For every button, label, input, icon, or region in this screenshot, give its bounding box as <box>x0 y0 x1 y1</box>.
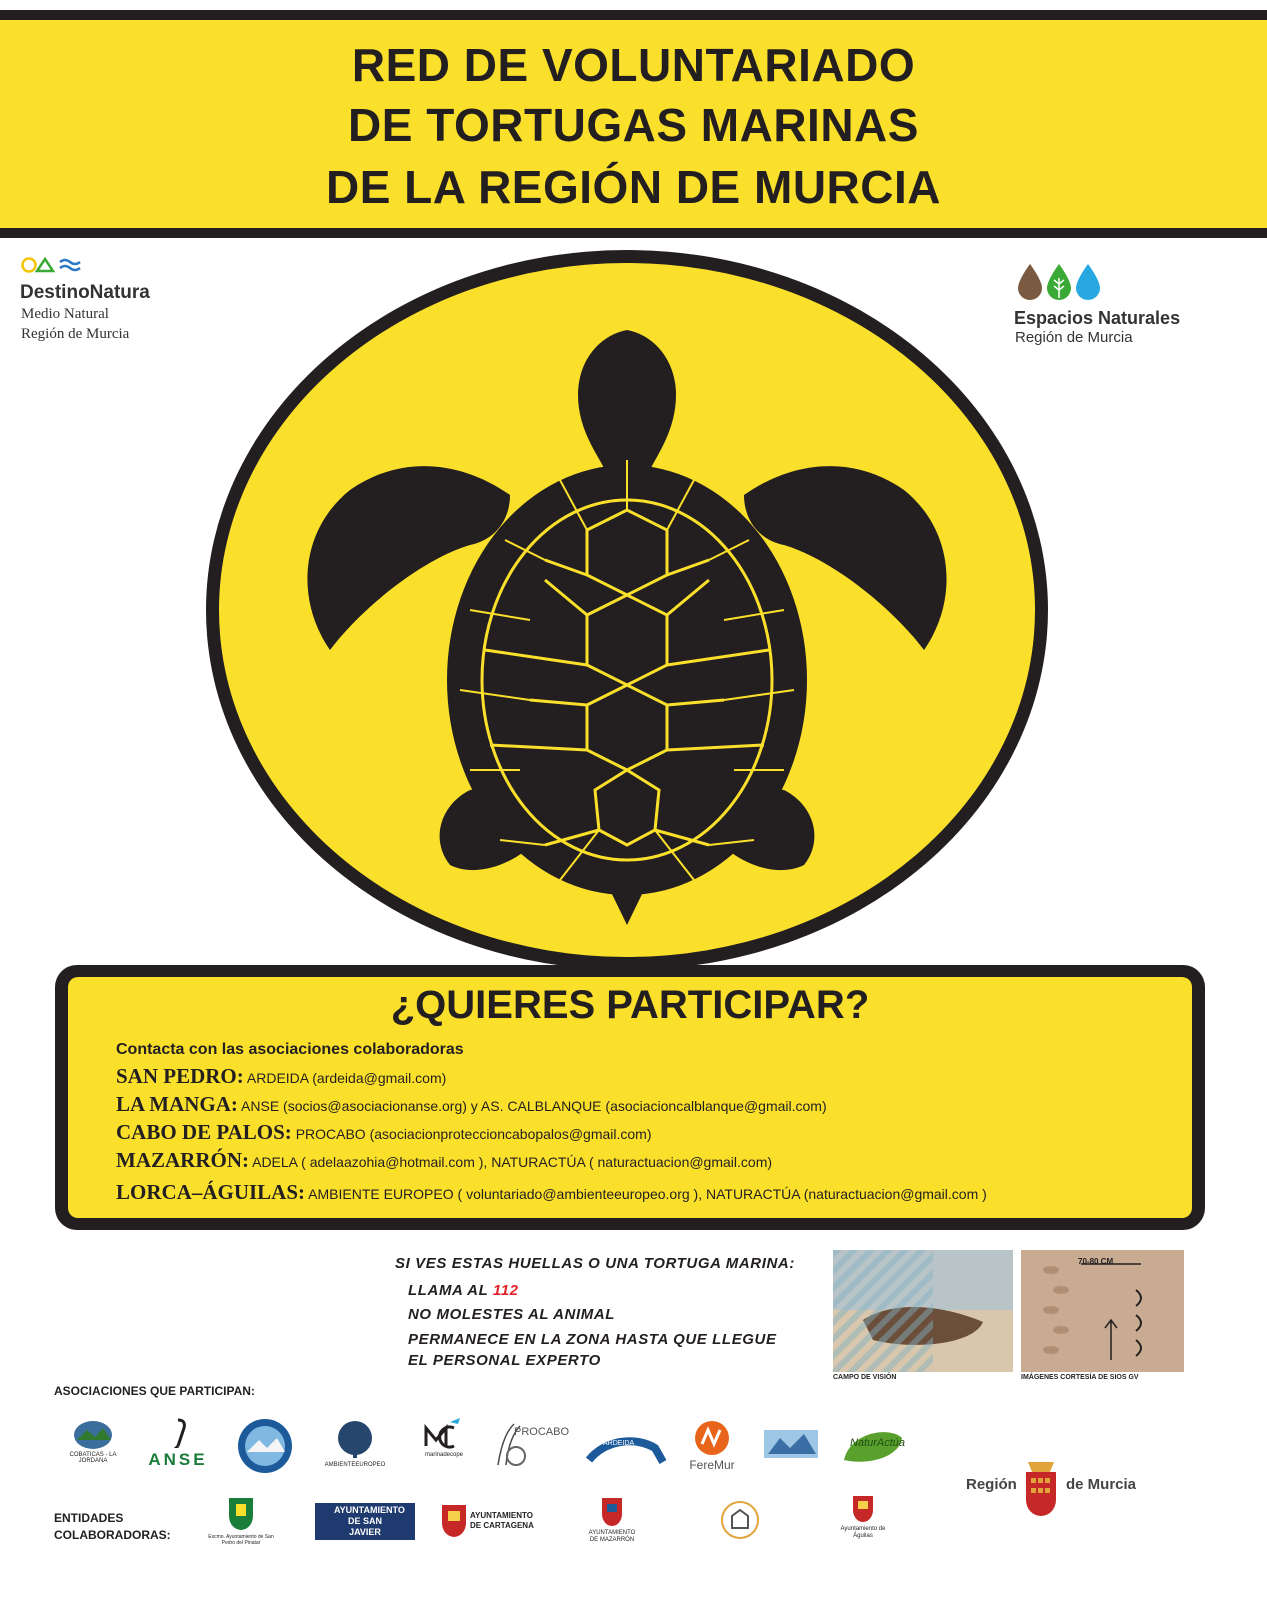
entry-text: ANSE (socios@asociacionanse.org) y AS. CALBLANQUE (asociacioncalblanque@gmail.com) <box>241 1098 827 1114</box>
marinadecope-text: marinadecope <box>424 1452 464 1458</box>
entry-place: LA MANGA: <box>116 1092 238 1116</box>
ambienteeuropeo-logo <box>323 1420 387 1468</box>
turtle-shell <box>447 465 807 895</box>
participate-intro: Contacta con las asociaciones colaboradoras <box>116 1041 464 1058</box>
anse-text: ANSE <box>148 1450 208 1469</box>
feremur-logo <box>682 1420 742 1472</box>
cartagena-text: AYUNTAMIENTO DE CARTAGENA <box>470 1511 534 1530</box>
destinonatura-icon <box>20 256 84 274</box>
ardeida-text: ARDEIDA <box>603 1440 635 1447</box>
collaborators-label <box>54 1510 171 1544</box>
collaborators-label-line1: ENTIDADES <box>54 1511 124 1525</box>
title-line-2: DE TORTUGAS MARINAS <box>348 99 919 151</box>
cobaticas-logo <box>62 1420 124 1464</box>
cobaticas-text: COBATICAS - LA JORDANA <box>69 1452 117 1464</box>
aguilas-logo <box>835 1494 891 1540</box>
ardeida-logo <box>585 1430 667 1468</box>
naturactua-logo <box>840 1426 906 1466</box>
region-crest-icon <box>1022 1456 1060 1520</box>
destinonatura-brand: DestinoNatura <box>20 282 150 303</box>
entry-text: ADELA ( adelaazohia@hotmail.com ), NATURACTÚA ( naturactuacion@gmail.com) <box>252 1154 773 1170</box>
associations-label: ASOCIACIONES QUE PARTICIPAN: <box>54 1384 255 1398</box>
call-prefix: LLAMA AL <box>408 1282 489 1299</box>
instructions-line4: EL PERSONAL EXPERTO <box>408 1352 601 1369</box>
procabo-logo <box>488 1420 578 1472</box>
entry-cabo-de-palos <box>116 1120 652 1145</box>
tracks-measure: 70-80 CM <box>1078 1257 1114 1266</box>
entry-lorca-aguilas <box>116 1180 987 1205</box>
region-text-left: Región <box>966 1476 1017 1493</box>
procabo-text: PROCABO <box>514 1426 570 1438</box>
region-text-right: de Murcia <box>1066 1476 1137 1493</box>
marinadecope-logo <box>416 1416 472 1458</box>
entry-place: LORCA–ÁGUILAS: <box>116 1180 306 1204</box>
entry-text: ARDEIDA (ardeida@gmail.com) <box>246 1070 447 1086</box>
destinonatura-line1: Medio Natural <box>21 306 109 322</box>
entry-text: PROCABO (asociacionproteccioncabopalos@gmail.com) <box>295 1126 652 1142</box>
naturactua-text: NaturActúa <box>850 1437 906 1449</box>
mazarron-logo <box>584 1496 640 1544</box>
instructions-line2: NO MOLESTES AL ANIMAL <box>408 1306 616 1323</box>
title-banner <box>0 20 1267 230</box>
collaborators-label-line2: COLABORADORAS: <box>54 1528 171 1542</box>
header-top-stripe <box>0 10 1267 20</box>
entry-place: CABO DE PALOS: <box>116 1120 292 1144</box>
entry-san-pedro <box>116 1064 446 1089</box>
aguilas-text: Ayuntamiento de Águilas <box>840 1526 886 1539</box>
association-logo-3 <box>234 1418 296 1476</box>
right-photo-caption: IMÁGENES CORTESÍA DE SIOS GV <box>1021 1374 1139 1381</box>
tracks-photo <box>1021 1250 1184 1372</box>
header-bottom-stripe <box>0 228 1267 238</box>
espacios-naturales-line1: Región de Murcia <box>1015 329 1133 346</box>
participate-title: ¿QUIERES PARTICIPAR? <box>390 983 870 1027</box>
san-pedro-text: Excmo. Ayuntamiento de San Pedro del Pinatar <box>208 1534 274 1546</box>
emergency-number: 112 <box>492 1282 519 1299</box>
san-javier-text: AYUNTAMIENTO DE SAN JAVIER <box>334 1505 405 1537</box>
feremur-text: FereMur <box>689 1458 735 1472</box>
instructions-heading: SI VES ESTAS HUELLAS O UNA TORTUGA MARINA: <box>395 1255 795 1272</box>
left-photo-caption: CAMPO DE VISIÓN <box>833 1374 897 1381</box>
instructions-call <box>408 1282 519 1299</box>
san-pedro-logo <box>206 1494 276 1546</box>
entry-text: AMBIENTE EUROPEO ( voluntariado@ambienteeuropeo.org ), NATURACTÚA (naturactuacion@gmail.com ) <box>308 1186 987 1202</box>
entry-place: MAZARRÓN: <box>116 1148 249 1172</box>
destinonatura-line2: Región de Murcia <box>21 326 130 342</box>
association-logo-9 <box>760 1424 822 1466</box>
title-line-3: DE LA REGIÓN DE MURCIA <box>326 161 941 213</box>
instructions-line3: PERMANECE EN LA ZONA HASTA QUE LLEGUE <box>408 1331 777 1348</box>
cartagena-logo <box>440 1503 540 1543</box>
turtle-emblem <box>200 250 1060 980</box>
san-javier-logo <box>315 1503 415 1540</box>
entry-mazarron <box>116 1148 772 1173</box>
destinonatura-logo <box>20 256 220 356</box>
entry-la-manga <box>116 1092 827 1117</box>
anse-logo <box>133 1418 223 1470</box>
ambienteeuropeo-text: AMBIENTEEUROPEO <box>324 1462 386 1468</box>
mazarron-text: AYUNTAMIENTO DE MAZARRÓN <box>588 1530 636 1543</box>
turtle-photo <box>833 1250 1013 1372</box>
collaborator-logo-5 <box>712 1500 768 1542</box>
espacios-naturales-brand: Espacios Naturales <box>1014 308 1181 328</box>
entry-place: SAN PEDRO: <box>116 1064 244 1088</box>
title-line-1: RED DE VOLUNTARIADO <box>351 39 916 91</box>
